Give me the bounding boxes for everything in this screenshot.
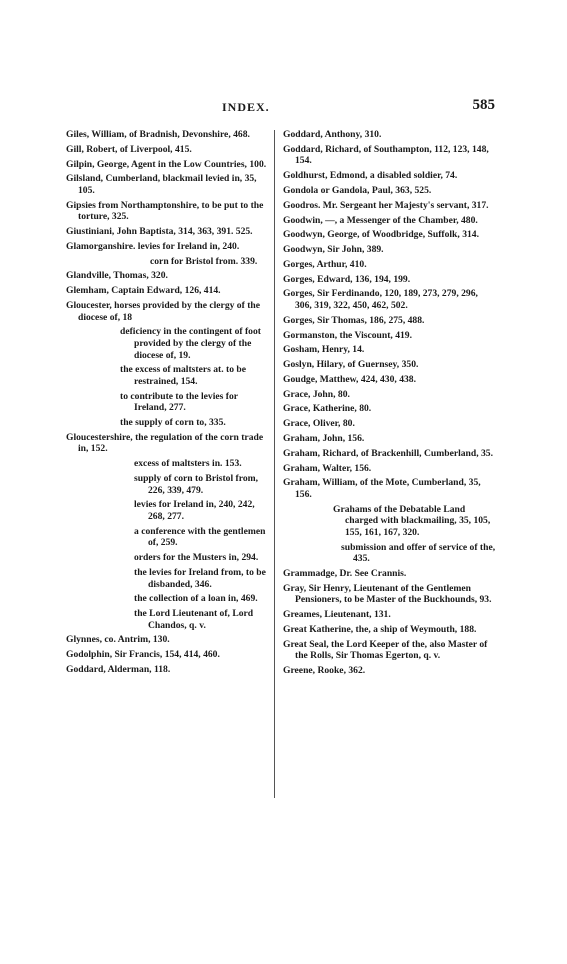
index-entry: Greames, Lieutenant, 131. [283,609,391,621]
index-entry: Graham, William, of the Mote, Cumberland, 35, 156. [283,477,481,500]
index-entry: Goddard, Richard, of Southampton, 112, 123, 148, 154. [283,143,489,167]
index-entry: Goodwin, —, a Messenger of the Chamber, 480. [283,214,478,226]
index-subentry: the collection of a loan in, 469. [134,593,258,605]
index-entry: Gorges, Sir Thomas, 186, 275, 488. [283,314,425,326]
index-subentry: deficiency in the contingent of foot provided by the clergy of the diocese of, 19. [120,326,261,361]
index-subentry: a conference with the gentlemen of, 259. [134,525,266,549]
index-subentry: supply of corn to Bristol from, 226, 339, 479. [134,473,259,496]
index-entry: Great Seal, the Lord Keeper of the, also Master of the Rolls, Sir Thomas Egerton, q. v. [283,638,488,662]
index-subentry: the excess of maltsters at. to be restrained, 154. [120,364,247,387]
index-entry: Goddard, Anthony, 310. [283,129,382,140]
index-entry: Goodwyn, Sir John, 389. [283,244,384,256]
index-subentry: orders for the Musters in, 294. [134,552,259,564]
index-entry: Gondola or Gandola, Paul, 363, 525. [283,184,432,196]
index-entry: Gorges, Edward, 136, 194, 199. [283,273,411,285]
index-entry: Gorges, Arthur, 410. [283,258,367,270]
index-entry: Goodwyn, George, of Woodbridge, Suffolk, 314. [283,229,479,241]
index-entry: Gill, Robert, of Liverpool, 415. [66,143,192,155]
index-entry: Graham, Walter, 156. [283,462,372,474]
index-column-left [66,129,270,679]
index-entry: Gosham, Henry, 14. [283,344,365,356]
index-entry: Glamorganshire. levies for Ireland in, 240. [66,240,240,252]
index-subentry: the supply of corn to, 335. [120,417,226,429]
index-entry: Glynnes, co. Antrim, 130. [66,634,170,646]
index-entry: Giustiniani, John Baptista, 314, 363, 391. 525. [66,226,253,238]
index-entry: Gilsland, Cumberland, blackmail levied in, 35, 105. [66,173,257,196]
index-subentry: excess of maltsters in. 153. [134,458,242,470]
index-subentry: the Lord Lieutenant of, Lord Chandos, q. v. [134,608,254,631]
index-entry: Godolphin, Sir Francis, 154, 414, 460. [66,649,220,661]
page-header [0,97,567,121]
index-entry: Goddard, Alderman, 118. [66,664,171,676]
index-entry: Gorges, Sir Ferdinando, 120, 189, 273, 279, 296, 306, 319, 322, 450, 462, 502. [283,288,478,311]
index-entry: Gray, Sir Henry, Lieutenant of the Gentlemen Pensioners, to be Master of the Buckhounds, 93. [283,582,492,606]
index-column-right [283,129,497,680]
index-entry: Giles, William, of Bradnish, Devonshire, 468. [66,129,250,140]
index-entry: Goldhurst, Edmond, a disabled soldier, 74. [283,170,458,182]
index-entry: Grace, Oliver, 80. [283,418,355,430]
index-entry: Greene, Rooke, 362. [283,665,366,677]
index-entry: Gipsies from Northamptonshire, to be put to the torture, 325. [66,199,264,223]
index-entry: Gormanston, the Viscount, 419. [283,329,412,341]
page-number: 585 [472,97,495,113]
running-title: INDEX. [222,100,270,114]
index-subentry: levies for Ireland in, 240, 242, 268, 277. [134,499,255,522]
index-entry: Goudge, Matthew, 424, 430, 438. [283,373,416,385]
index-entry: Graham, Richard, of Brackenhill, Cumberland, 35. [283,447,494,459]
index-entry: Goodros. Mr. Sergeant her Majesty's servant, 317. [283,199,489,211]
index-subentry: corn for Bristol from. 339. [150,255,258,267]
index-entry: Grace, John, 80. [283,388,350,400]
index-entry: Graham, John, 156. [283,433,365,445]
index-entry: Glandville, Thomas, 320. [66,270,168,282]
index-subentry: to contribute to the levies for Ireland, 277. [120,390,238,414]
index-entry: Great Katherine, the, a ship of Weymouth, 188. [283,624,477,636]
index-entry: Gloucester, horses provided by the clergy of the diocese of, 18 [66,300,260,323]
index-entry: Gilpin, George, Agent in the Low Countries, 100. [66,158,267,170]
column-divider [274,130,275,798]
index-entry: Gloucestershire, the regulation of the corn trade in, 152. [66,431,264,455]
index-entry: Goslyn, Hilary, of Guernsey, 350. [283,359,419,371]
index-entry: Grammadge, Dr. See Crannis. [283,568,407,580]
index-entry: Grace, Katherine, 80. [283,403,372,415]
index-entry: Grahams of the Debatable Land charged with blackmailing, 35, 105, 155, 161, 167, 320. [333,503,491,538]
index-subentry: the levies for Ireland from, to be disbanded, 346. [134,566,266,590]
index-entry: Glemham, Captain Edward, 126, 414. [66,285,221,297]
index-subentry: submission and offer of service of the, 435. [341,541,496,565]
